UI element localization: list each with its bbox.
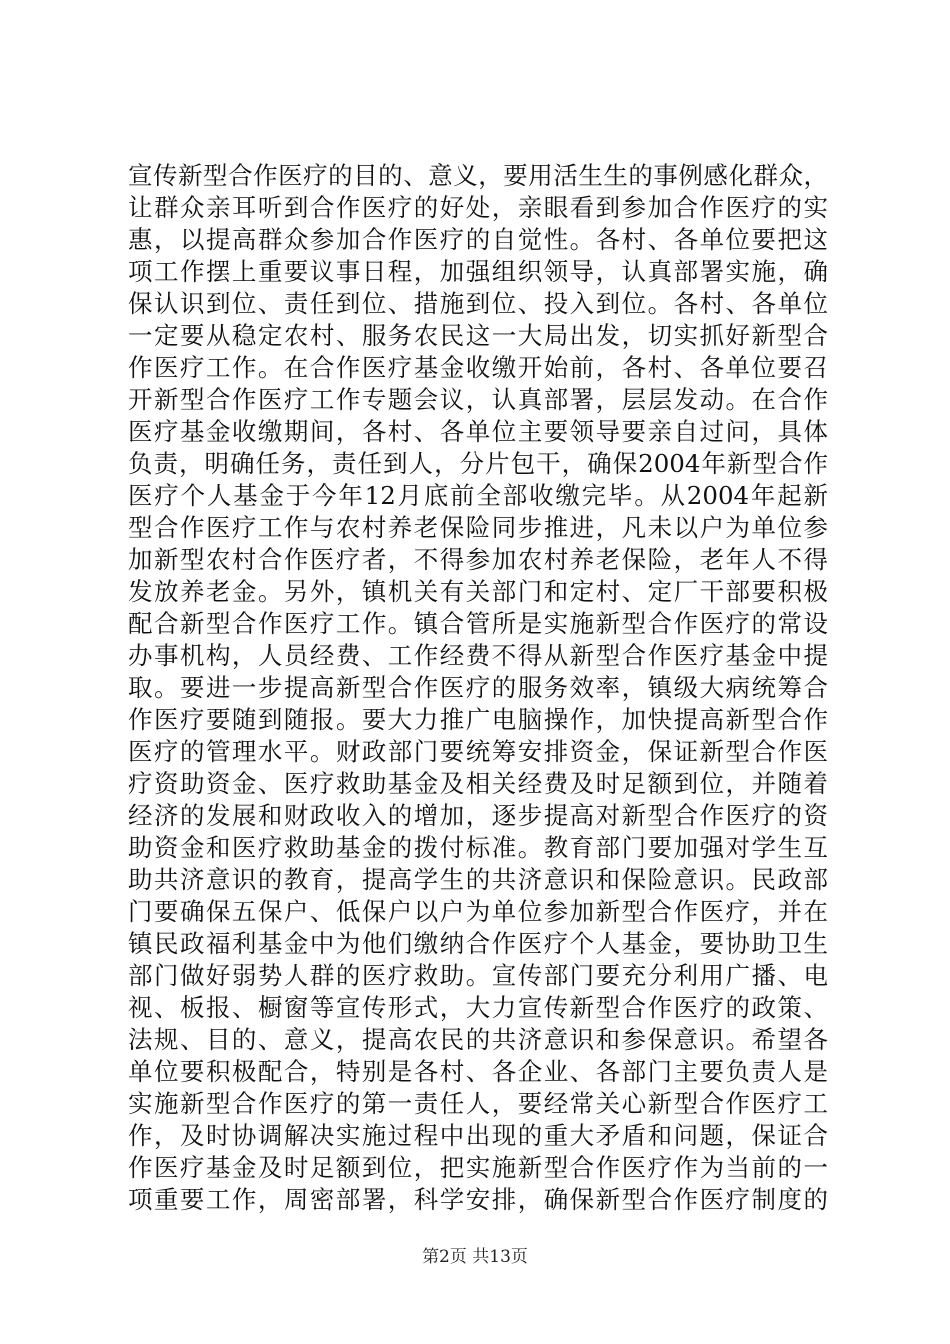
text-line: 视、板报、橱窗等宣传形式，大力宣传新型合作医疗的政策、 bbox=[128, 993, 828, 1022]
text-line: 保认识到位、责任到位、措施到位、投入到位。各村、各单位 bbox=[128, 289, 828, 318]
text-line: 一定要从稳定农村、服务农民这一大局出发，切实抓好新型合 bbox=[128, 321, 828, 350]
text-line: 负责，明确任务，责任到人，分片包干，确保2004年新型合作 bbox=[128, 449, 828, 478]
text-line: 医疗基金收缴期间，各村、各单位主要领导要亲自过问，具体 bbox=[128, 417, 828, 446]
text-line: 宣传新型合作医疗的目的、意义，要用活生生的事例感化群众， bbox=[128, 161, 828, 190]
page-number-footer: 第2页 共13页 bbox=[422, 1247, 528, 1267]
text-line: 惠，以提高群众参加合作医疗的自觉性。各村、各单位要把这 bbox=[128, 225, 828, 254]
body-text bbox=[128, 160, 828, 1216]
text-line: 部门做好弱势人群的医疗救助。宣传部门要充分利用广播、电 bbox=[128, 961, 828, 990]
text-line: 作医疗基金及时足额到位，把实施新型合作医疗作为当前的一 bbox=[128, 1153, 828, 1182]
text-line: 开新型合作医疗工作专题会议，认真部署，层层发动。在合作 bbox=[128, 385, 828, 414]
text-line: 单位要积极配合，特别是各村、各企业、各部门主要负责人是 bbox=[128, 1057, 828, 1086]
text-line: 实施新型合作医疗的第一责任人，要经常关心新型合作医疗工 bbox=[128, 1089, 828, 1118]
text-line: 让群众亲耳听到合作医疗的好处，亲眼看到参加合作医疗的实 bbox=[128, 193, 828, 222]
text-line: 项重要工作，周密部署，科学安排，确保新型合作医疗制度的 bbox=[128, 1185, 828, 1214]
text-line: 加新型农村合作医疗者，不得参加农村养老保险，老年人不得 bbox=[128, 545, 828, 574]
text-line: 经济的发展和财政收入的增加，逐步提高对新型合作医疗的资 bbox=[128, 801, 828, 830]
text-line: 作医疗工作。在合作医疗基金收缴开始前，各村、各单位要召 bbox=[128, 353, 828, 382]
text-line: 配合新型合作医疗工作。镇合管所是实施新型合作医疗的常设 bbox=[128, 609, 828, 638]
text-line: 办事机构，人员经费、工作经费不得从新型合作医疗基金中提 bbox=[128, 641, 828, 670]
text-line: 作，及时协调解决实施过程中出现的重大矛盾和问题，保证合 bbox=[128, 1121, 828, 1150]
text-line: 型合作医疗工作与农村养老保险同步推进，凡未以户为单位参 bbox=[128, 513, 828, 542]
text-line: 法规、目的、意义，提高农民的共济意识和参保意识。希望各 bbox=[128, 1025, 828, 1054]
text-line: 发放养老金。另外，镇机关有关部门和定村、定厂干部要积极 bbox=[128, 577, 828, 606]
text-line: 助共济意识的教育，提高学生的共济意识和保险意识。民政部 bbox=[128, 865, 828, 894]
text-line: 取。要进一步提高新型合作医疗的服务效率，镇级大病统筹合 bbox=[128, 673, 828, 702]
text-line: 门要确保五保户、低保户以户为单位参加新型合作医疗，并在 bbox=[128, 897, 828, 926]
text-line: 作医疗要随到随报。要大力推广电脑操作，加快提高新型合作 bbox=[128, 705, 828, 734]
text-line: 项工作摆上重要议事日程，加强组织领导，认真部署实施，确 bbox=[128, 257, 828, 286]
text-line: 医疗个人基金于今年12月底前全部收缴完毕。从2004年起新 bbox=[128, 481, 828, 510]
text-line: 镇民政福利基金中为他们缴纳合作医疗个人基金，要协助卫生 bbox=[128, 929, 828, 958]
text-line: 医疗的管理水平。财政部门要统筹安排资金，保证新型合作医 bbox=[128, 737, 828, 766]
text-line: 助资金和医疗救助基金的拨付标准。教育部门要加强对学生互 bbox=[128, 833, 828, 862]
text-line: 疗资助资金、医疗救助基金及相关经费及时足额到位，并随着 bbox=[128, 769, 828, 798]
